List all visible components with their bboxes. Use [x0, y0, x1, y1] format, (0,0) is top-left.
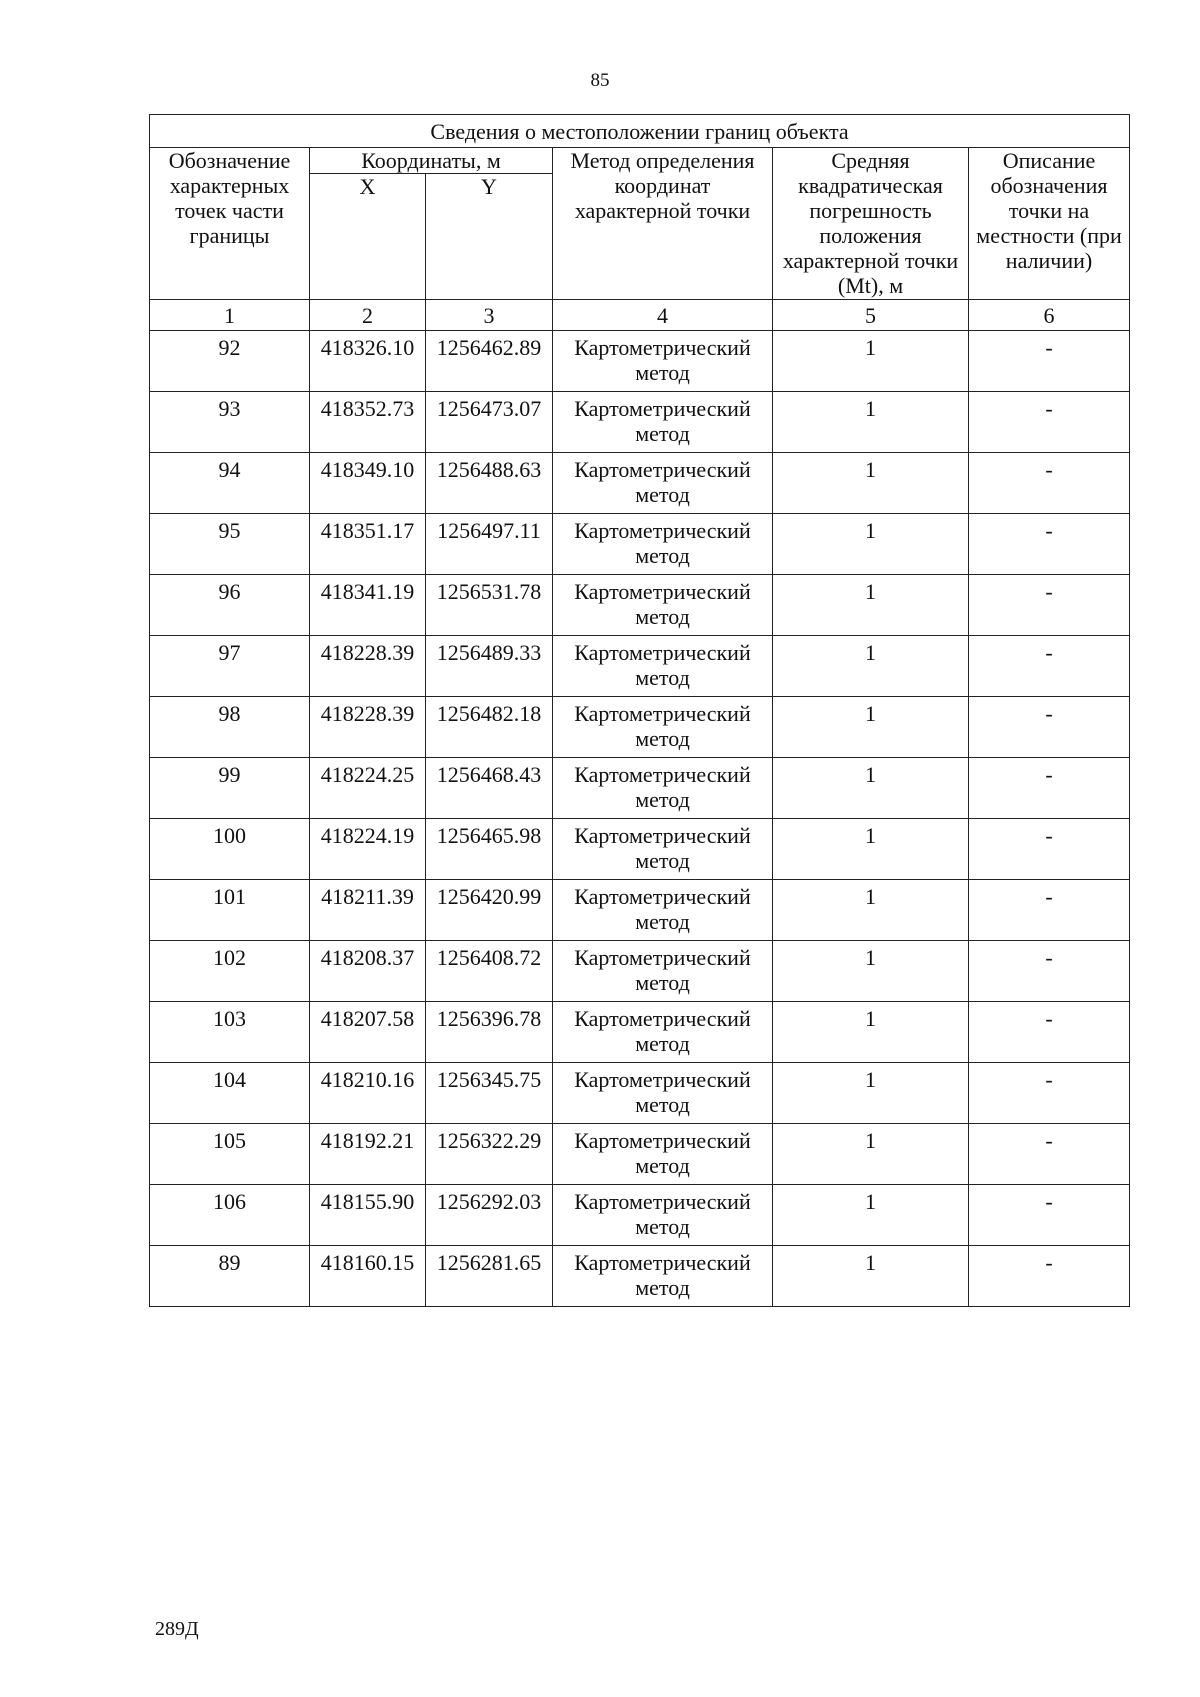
cell-description: - [969, 880, 1130, 941]
cell-method: Картометрический метод [553, 1185, 773, 1246]
cell-error: 1 [773, 1246, 969, 1307]
cell-x: 418228.39 [310, 697, 426, 758]
cell-x: 418349.10 [310, 453, 426, 514]
table-row [150, 819, 1130, 880]
cell-x: 418208.37 [310, 941, 426, 1002]
table-row [150, 941, 1130, 1002]
footer-code: 289Д [155, 1618, 199, 1640]
table-row [150, 331, 1130, 392]
cell-error: 1 [773, 1063, 969, 1124]
cell-method: Картометрический метод [553, 697, 773, 758]
cell-error: 1 [773, 941, 969, 1002]
cell-error: 1 [773, 1124, 969, 1185]
cell-method: Картометрический метод [553, 331, 773, 392]
cell-description: - [969, 819, 1130, 880]
header-description: Описание обозначения точки на местности (при наличии) [969, 148, 1130, 300]
cell-y: 1256396.78 [426, 1002, 553, 1063]
cell-error: 1 [773, 1002, 969, 1063]
cell-y: 1256462.89 [426, 331, 553, 392]
cell-method: Картометрический метод [553, 575, 773, 636]
column-number: 4 [553, 300, 773, 331]
cell-y: 1256322.29 [426, 1124, 553, 1185]
column-number: 1 [150, 300, 310, 331]
cell-error: 1 [773, 880, 969, 941]
cell-method: Картометрический метод [553, 636, 773, 697]
cell-description: - [969, 392, 1130, 453]
cell-y: 1256345.75 [426, 1063, 553, 1124]
cell-description: - [969, 1185, 1130, 1246]
cell-y: 1256488.63 [426, 453, 553, 514]
cell-method: Картометрический метод [553, 1002, 773, 1063]
cell-method: Картометрический метод [553, 758, 773, 819]
cell-description: - [969, 636, 1130, 697]
table-row [150, 453, 1130, 514]
cell-error: 1 [773, 575, 969, 636]
cell-y: 1256468.43 [426, 758, 553, 819]
table-row [150, 880, 1130, 941]
table-row [150, 1185, 1130, 1246]
page-number: 85 [590, 70, 610, 91]
cell-point: 104 [150, 1063, 310, 1124]
table-row [150, 392, 1130, 453]
cell-x: 418224.19 [310, 819, 426, 880]
cell-x: 418352.73 [310, 392, 426, 453]
cell-y: 1256281.65 [426, 1246, 553, 1307]
cell-x: 418207.58 [310, 1002, 426, 1063]
header-method: Метод определения координат характерной точки [553, 148, 773, 300]
cell-x: 418211.39 [310, 880, 426, 941]
cell-method: Картометрический метод [553, 392, 773, 453]
cell-y: 1256497.11 [426, 514, 553, 575]
cell-x: 418351.17 [310, 514, 426, 575]
table-row [150, 636, 1130, 697]
header-mean-error: Средняя квадратическая погрешность положения характерной точки (Mt), м [773, 148, 969, 300]
cell-error: 1 [773, 514, 969, 575]
cell-x: 418192.21 [310, 1124, 426, 1185]
table-row [150, 514, 1130, 575]
header-point-designation: Обозначение характерных точек части границы [150, 148, 310, 300]
cell-description: - [969, 1002, 1130, 1063]
cell-point: 94 [150, 453, 310, 514]
cell-point: 101 [150, 880, 310, 941]
cell-error: 1 [773, 331, 969, 392]
cell-y: 1256531.78 [426, 575, 553, 636]
column-number: 3 [426, 300, 553, 331]
boundary-coordinates-table [149, 114, 1130, 1307]
cell-method: Картометрический метод [553, 1124, 773, 1185]
cell-method: Картометрический метод [553, 1246, 773, 1307]
cell-description: - [969, 514, 1130, 575]
cell-point: 105 [150, 1124, 310, 1185]
cell-description: - [969, 941, 1130, 1002]
table-row [150, 697, 1130, 758]
cell-description: - [969, 697, 1130, 758]
cell-description: - [969, 453, 1130, 514]
cell-x: 418155.90 [310, 1185, 426, 1246]
cell-point: 92 [150, 331, 310, 392]
cell-error: 1 [773, 697, 969, 758]
cell-description: - [969, 758, 1130, 819]
cell-description: - [969, 331, 1130, 392]
table-row [150, 758, 1130, 819]
cell-x: 418224.25 [310, 758, 426, 819]
cell-point: 99 [150, 758, 310, 819]
column-number: 5 [773, 300, 969, 331]
table-row [150, 1063, 1130, 1124]
table-row [150, 1246, 1130, 1307]
table-row [150, 575, 1130, 636]
cell-x: 418210.16 [310, 1063, 426, 1124]
cell-x: 418160.15 [310, 1246, 426, 1307]
cell-point: 103 [150, 1002, 310, 1063]
cell-point: 89 [150, 1246, 310, 1307]
header-x: X [310, 174, 426, 300]
column-number: 2 [310, 300, 426, 331]
cell-x: 418228.39 [310, 636, 426, 697]
cell-error: 1 [773, 1185, 969, 1246]
cell-error: 1 [773, 758, 969, 819]
cell-description: - [969, 1063, 1130, 1124]
cell-error: 1 [773, 453, 969, 514]
cell-point: 100 [150, 819, 310, 880]
cell-description: - [969, 1246, 1130, 1307]
cell-x: 418341.19 [310, 575, 426, 636]
cell-method: Картометрический метод [553, 514, 773, 575]
cell-point: 95 [150, 514, 310, 575]
column-number: 6 [969, 300, 1130, 331]
table-title: Сведения о местоположении границ объекта [150, 115, 1130, 148]
table-body [150, 331, 1130, 1307]
cell-error: 1 [773, 636, 969, 697]
cell-point: 93 [150, 392, 310, 453]
cell-method: Картометрический метод [553, 880, 773, 941]
header-y: Y [426, 174, 553, 300]
header-coordinates: Координаты, м [310, 148, 553, 174]
cell-method: Картометрический метод [553, 819, 773, 880]
table-row [150, 1124, 1130, 1185]
cell-point: 106 [150, 1185, 310, 1246]
cell-method: Картометрический метод [553, 941, 773, 1002]
cell-description: - [969, 575, 1130, 636]
cell-y: 1256420.99 [426, 880, 553, 941]
cell-point: 102 [150, 941, 310, 1002]
cell-x: 418326.10 [310, 331, 426, 392]
cell-point: 96 [150, 575, 310, 636]
cell-y: 1256489.33 [426, 636, 553, 697]
cell-y: 1256292.03 [426, 1185, 553, 1246]
cell-y: 1256408.72 [426, 941, 553, 1002]
cell-method: Картометрический метод [553, 1063, 773, 1124]
cell-description: - [969, 1124, 1130, 1185]
cell-error: 1 [773, 819, 969, 880]
cell-method: Картометрический метод [553, 453, 773, 514]
cell-point: 97 [150, 636, 310, 697]
table-row [150, 1002, 1130, 1063]
cell-y: 1256482.18 [426, 697, 553, 758]
cell-point: 98 [150, 697, 310, 758]
cell-y: 1256473.07 [426, 392, 553, 453]
cell-error: 1 [773, 392, 969, 453]
cell-y: 1256465.98 [426, 819, 553, 880]
